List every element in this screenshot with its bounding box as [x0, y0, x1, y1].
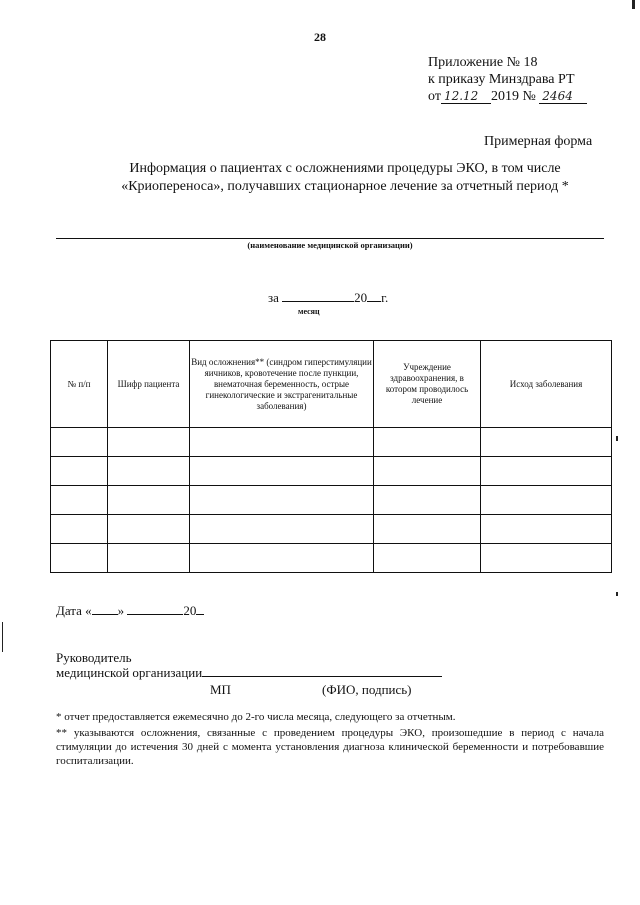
- table-cell: [51, 544, 108, 573]
- footnote-2: ** указываются осложнения, связанные с проведением процедуры ЭКО, произошедшие в период с начала стимуляции до истечения 30 дней с момента установления диагноза клинической беременности и потребовавшие госпитализации.: [56, 727, 604, 767]
- form-type-label: Примерная форма: [484, 134, 593, 149]
- column-header: Вид осложнения** (синдром гиперстимуляции яичников, кровотечение после пункции, внематочная беременность, острые гинекологические и экстрагенитальные заболевания): [190, 341, 374, 428]
- page-number: 28: [314, 30, 326, 44]
- table-cell: [108, 544, 190, 573]
- title-line2: «Криопереноса», получавших стационарное лечение за отчетный период *: [121, 179, 569, 194]
- table-cell: [190, 515, 374, 544]
- table-cell: [481, 486, 612, 515]
- table-cell: [108, 486, 190, 515]
- table-header-row: [51, 341, 612, 428]
- table-cell: [481, 544, 612, 573]
- patients-table: [50, 340, 612, 573]
- table-cell: [374, 515, 481, 544]
- organization-name-line: [56, 238, 604, 239]
- appendix-line2: к приказу Минздрава РТ: [428, 72, 575, 87]
- table-cell: [190, 428, 374, 457]
- table-row: [51, 515, 612, 544]
- table-cell: [481, 457, 612, 486]
- table-cell: [108, 515, 190, 544]
- appendix-line1: Приложение № 18: [428, 55, 538, 70]
- table-cell: [190, 544, 374, 573]
- scan-mark: [2, 622, 3, 652]
- year-blank: [367, 290, 381, 302]
- fio-signature-label: (ФИО, подпись): [322, 682, 412, 697]
- period-suffix: г.: [381, 290, 389, 305]
- scan-mark: [632, 0, 635, 9]
- table-row: [51, 457, 612, 486]
- column-header: Шифр пациента: [108, 341, 190, 428]
- date-year: 20: [183, 603, 197, 618]
- table-cell: [374, 457, 481, 486]
- reporting-period: [268, 290, 388, 306]
- table-cell: [374, 428, 481, 457]
- column-header: Исход заболевания: [481, 341, 612, 428]
- table-row: [51, 486, 612, 515]
- day-blank: [92, 603, 118, 615]
- signature-title-line1: Руководитель: [56, 650, 132, 665]
- title-line1: Информация о пациентах с осложнениями процедуры ЭКО, в том числе: [129, 161, 561, 176]
- table-cell: [51, 515, 108, 544]
- table-row: [51, 544, 612, 573]
- month-caption: месяц: [298, 307, 320, 316]
- handwritten-date: 12.12: [441, 90, 491, 104]
- table-cell: [190, 486, 374, 515]
- period-year: 20: [354, 290, 368, 305]
- scan-mark: [616, 592, 618, 596]
- year-blank: [196, 603, 204, 615]
- footnote-1: * отчет предоставляется ежемесячно до 2-го числа месяца, следующего за отчетным.: [56, 711, 456, 723]
- appendix-block: [428, 54, 587, 105]
- table-cell: [481, 428, 612, 457]
- table-cell: [51, 486, 108, 515]
- table-cell: [190, 457, 374, 486]
- table-cell: [108, 428, 190, 457]
- date-close-quote: »: [117, 603, 125, 618]
- column-header: № п/п: [51, 341, 108, 428]
- stamp-label: МП: [210, 682, 231, 697]
- table-row: [51, 428, 612, 457]
- signature-org-label: медицинской организации: [56, 665, 203, 680]
- signature-title-line2: [56, 665, 442, 681]
- handwritten-number: 2464: [539, 90, 587, 104]
- signature-blank: [202, 665, 442, 677]
- table-cell: [108, 457, 190, 486]
- month-blank: [282, 290, 354, 302]
- appendix-year: 2019 №: [490, 89, 536, 104]
- date-prefix: от: [428, 89, 441, 104]
- table-cell: [374, 544, 481, 573]
- appendix-date-line: [428, 88, 587, 105]
- document-title: [60, 160, 630, 196]
- column-header: Учреждение здравоохранения, в котором проводилось лечение: [374, 341, 481, 428]
- table-cell: [374, 486, 481, 515]
- table-cell: [51, 457, 108, 486]
- date-label: Дата «: [56, 603, 92, 618]
- organization-caption: (наименование медицинской организации): [247, 240, 413, 250]
- table-cell: [481, 515, 612, 544]
- table-cell: [51, 428, 108, 457]
- month-blank: [127, 603, 183, 615]
- date-line: [56, 603, 204, 619]
- scan-mark: [616, 436, 618, 441]
- period-prefix: за: [268, 290, 279, 305]
